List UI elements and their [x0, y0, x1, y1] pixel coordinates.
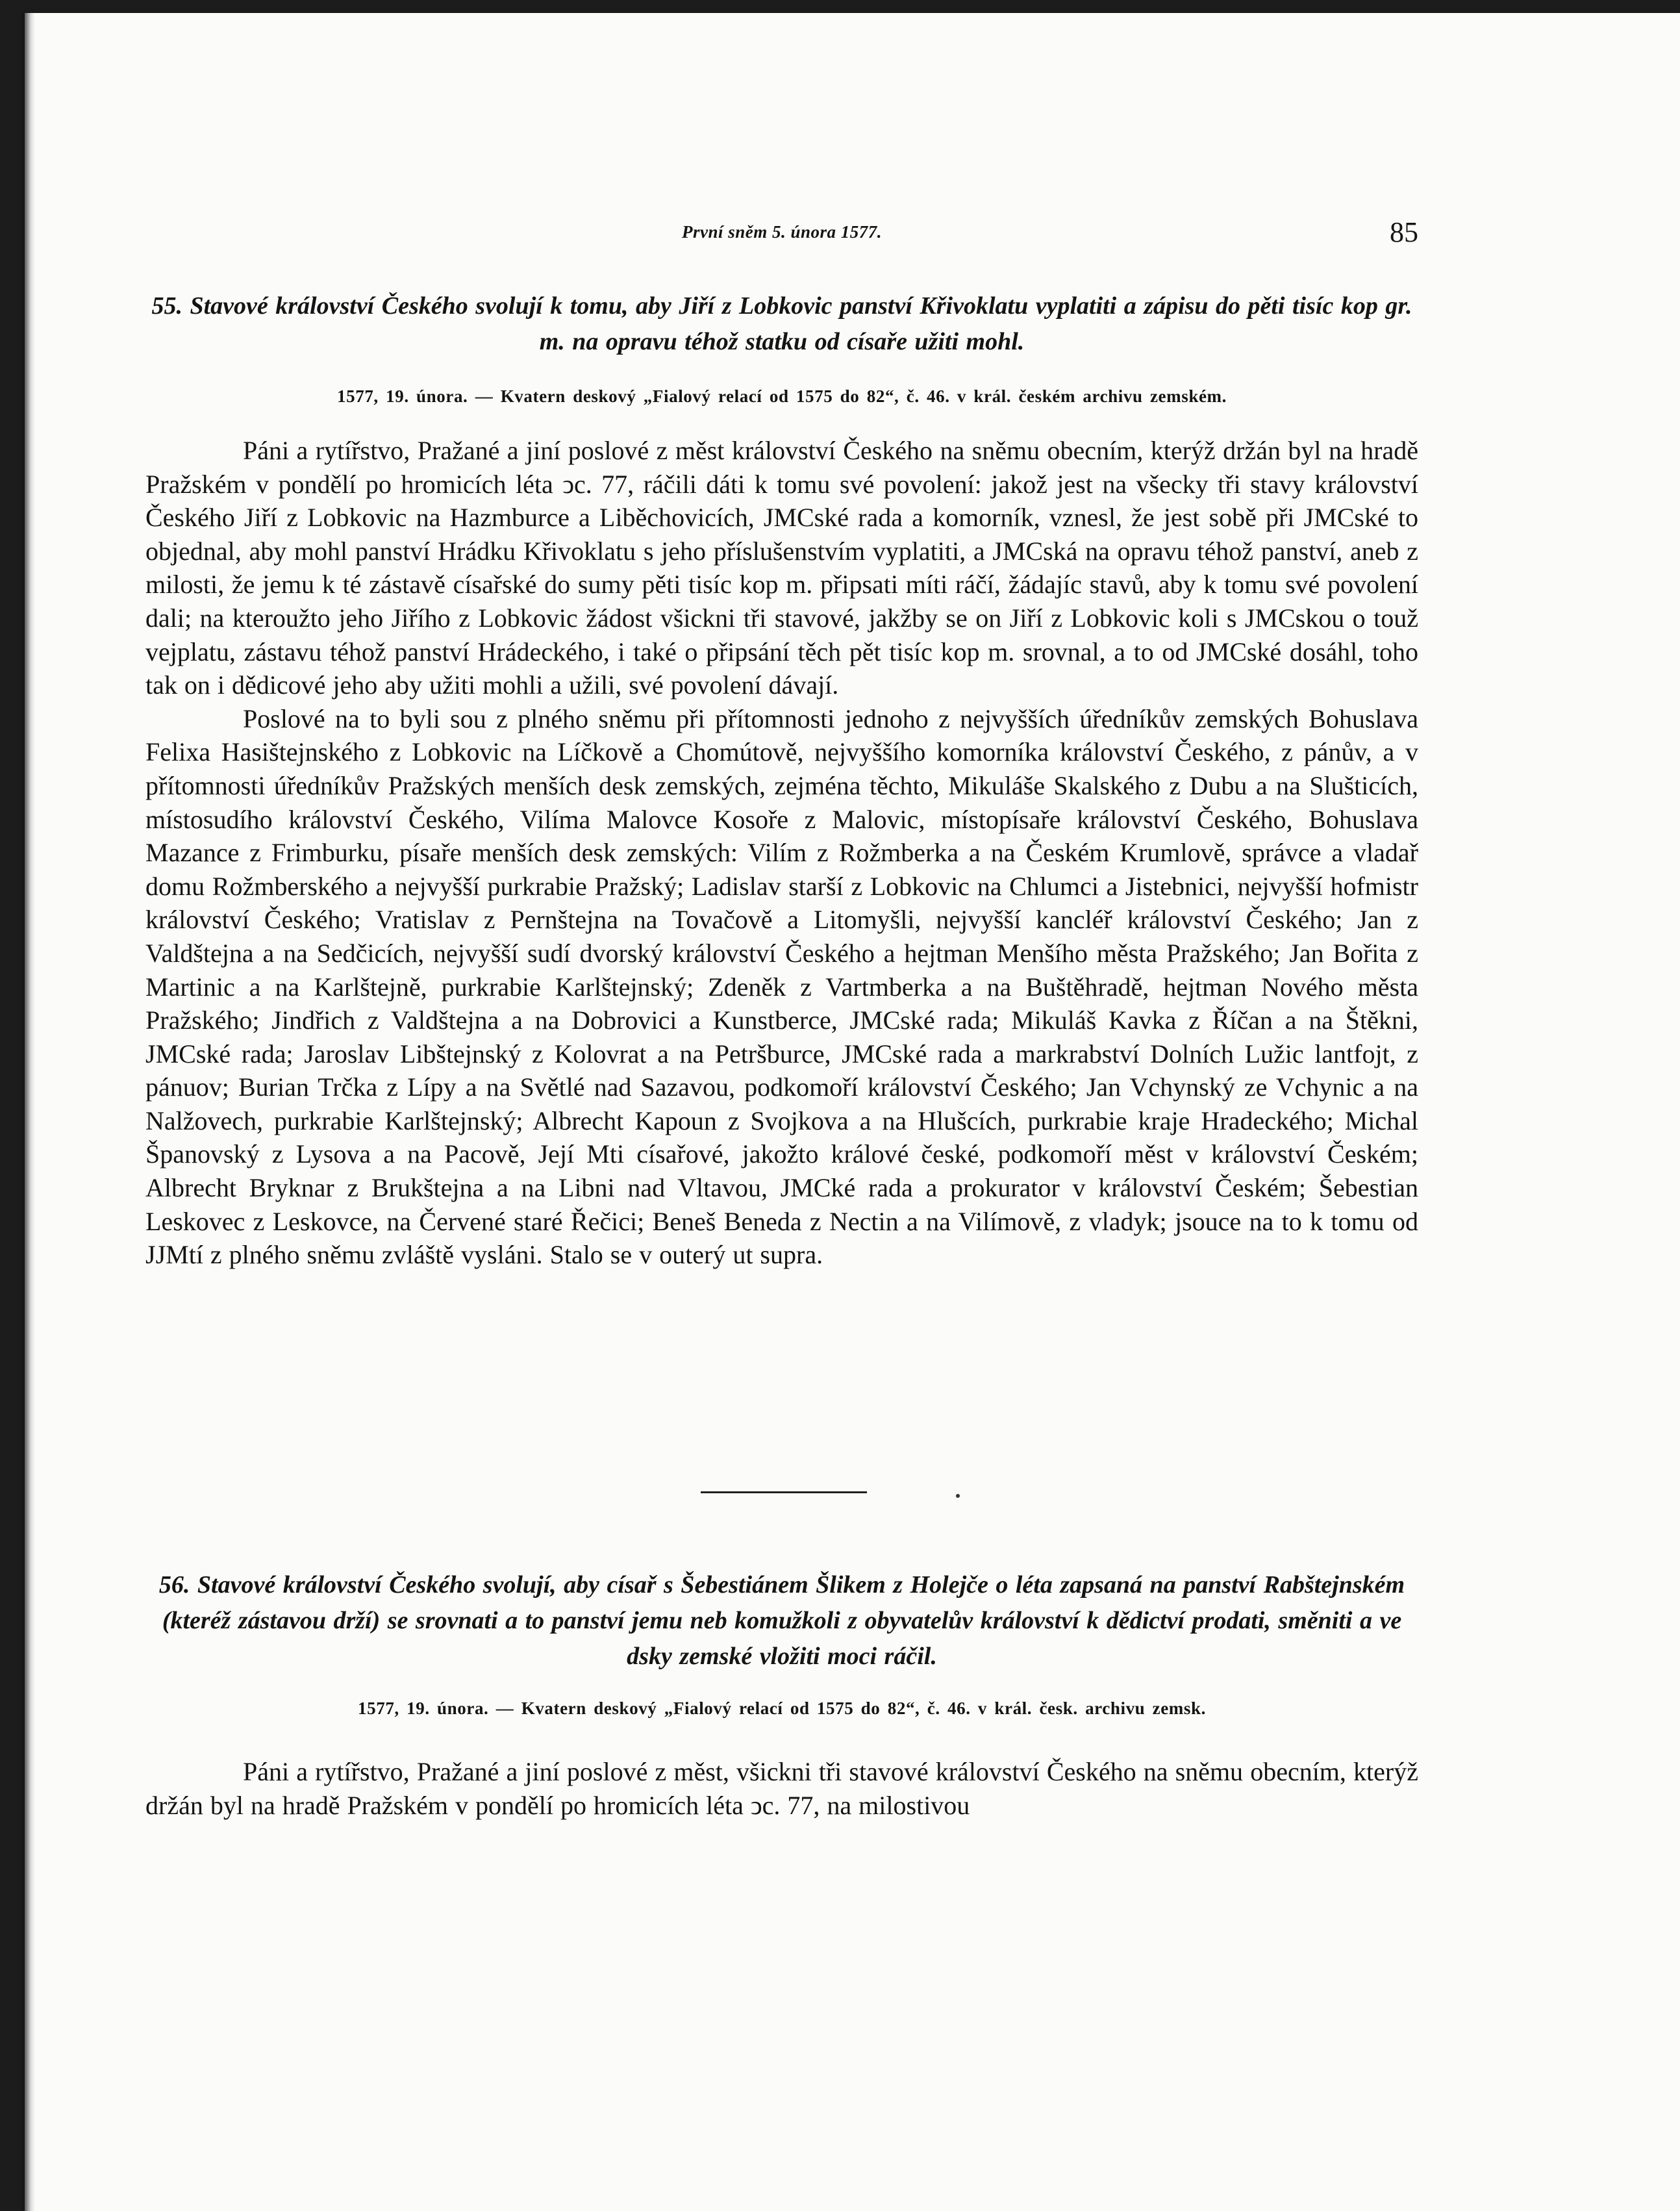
section-separator — [701, 1491, 867, 1493]
entry-heading — [145, 1567, 1418, 1674]
entry-paragraph: Páni a rytířstvo, Pražané a jiní poslové z měst království Českého na sněmu obecním, kterýž držán byl na hradě Pražském v pondělí po hromicích léta ↄc. 77, ráčili dáti k tomu své povolení: jakož jest na všecky tři stavy království Českého Jiří z Lobkovic na Hazmburce a Liběchovicích, JMCské rada a komorník, vznesl, že jest sobě při JMCské to objednal, aby mohl panství Hrádku Křivoklatu s jeho příslušenstvím vyplatiti, a JMCská na opravu téhož panství, aneb z milosti, že jemu k té zástavě císařské do sumy pěti tisíc kop m. připsati míti ráčí, žádajíc stavů, aby k tomu své povolení dali; na kteroužto jeho Jiřího z Lobkovic žádost všickni tři stavové, jakžby se on Jiří z Lobkovic koli s JMCskou o touž vejplatu, zástavu téhož panství Hrádeckého, i také o připsání těch pět tisíc kop m. srovnal, a to od JMCské dosáhl, toho tak on i dědicové jeho aby užiti mohli a užili, své povolení dávají. — [145, 436, 1418, 700]
entry-number: 56. — [158, 1571, 190, 1598]
page-number: 85 — [1390, 216, 1418, 248]
entry-55-source-block — [145, 383, 1418, 409]
running-title: První sněm 5. února 1577. — [681, 222, 883, 242]
entry-heading — [145, 288, 1418, 360]
entry-55-body — [145, 434, 1418, 1272]
entry-paragraph: Páni a rytířstvo, Pražané a jiní poslové z měst, všickni tři stavové království Českého na sněmu obecním, kterýž držán byl na hradě Pražském v pondělí po hromicích léta ↄc. 77, na milostivou — [145, 1757, 1418, 1820]
book-page — [25, 13, 1680, 2211]
entry-55-heading-block — [145, 288, 1418, 360]
entry-56-source-block — [145, 1695, 1418, 1721]
running-head — [145, 213, 1418, 252]
entry-paragraph: Poslové na to byli sou z plného sněmu při přítomnosti jednoho z nejvyšších úředníkův zemských Bohuslava Felixa Hasištejnského z Lobkovic na Líčkově a Chomútově, nejvyššího komorníka království Českého, z pánův, a v přítomnosti úředníkův Pražských menších desk zemských, zejména těchto, Mikuláše Skalského z Dubu a na Slušticích, místosudího království Českého, Vilíma Malovce Kosoře z Malovic, místopísaře království Českého, Bohuslava Mazance z Frimburku, písaře menších desk zemských: Vilím z Rožmberka a na Českém Krumlově, správce a vladař domu Rožmberského a nejvyšší purkrabie Pražský; Ladislav starší z Lobkovic na Chlumci a Jistebnici, nejvyšší hofmistr království Českého; Vratislav z Pernštejna na Tovačově a Litomyšli, nejvyšší kancléř království Českého; Jan z Valdštejna a na Sedčicích, nejvyšší sudí dvorský království Českého a hejtman Menšího města Pražského; Jan Bořita z Martinic a na Karlštejně, purkrabie Karlštejnský; Zdeněk z Vartmberka a na Buštěhradě, hejtman Nového města Pražského; Jindřich z Valdštejna a na Dobrovici a Kunstberce, JMCské rada; Mikuláš Kavka z Říčan a na Štěkni, JMCské rada; Jaroslav Libštejnský z Kolovrat a na Petršburce, JMCské rada a markrabství Dolních Lužic lantfojt, z pánuov; Burian Trčka z Lípy a na Světlé nad Sazavou, podkomoří království Českého; Jan Vchynský ze Vchynic a na Nalžovech, purkrabie Karlštejnský; Albrecht Kapoun z Svojkova a na Hlušcích, purkrabie kraje Hradeckého; Michal Španovský z Lysova a na Pacově, Její Mti císařové, jakožto králové české, podkomoří měst v království Českém; Albrecht Bryknar z Brukštejna a na Libni nad Vltavou, JMCké rada a prokurator v království Českém; Šebestian Leskovec z Leskovce, na Červené staré Řečici; Beneš Beneda z Nectin a na Vilímově, z vladyk; jsouce na to k tomu od JJMtí z plného sněmu zvláště vysláni. Stalo se v outerý ut supra. — [145, 703, 1418, 1270]
entry-heading-text: Stavové království Českého svolují k tomu, aby Jiří z Lobkovic panství Křivoklatu vyplatiti a zápisu do pěti tisíc kop gr. m. na opravu téhož statku od císaře užiti mohl. — [190, 292, 1412, 355]
entry-source: 1577, 19. února. — Kvatern deskový „Fialový relací od 1575 do 82“, č. 46. v král. českém archivu zemském. — [337, 386, 1227, 406]
entry-source: 1577, 19. února. — Kvatern deskový „Fialový relací od 1575 do 82“, č. 46. v král. česk. archivu zemsk. — [358, 1699, 1206, 1718]
entry-number: 55. — [151, 292, 182, 320]
entry-56-heading-block — [145, 1567, 1418, 1674]
entry-heading-text: Stavové království Českého svolují, aby císař s Šebestiánem Šlikem z Holejče o léta zapsaná na panství Rabštejnském (kteréž zástavou drží) se srovnati a to panství jemu neb komužkoli z obyvatelův království k dědictví prodati, směniti a ve dsky zemské vložiti moci ráčil. — [162, 1571, 1405, 1670]
entry-56-body — [145, 1755, 1418, 1822]
separator-dot — [956, 1494, 960, 1498]
